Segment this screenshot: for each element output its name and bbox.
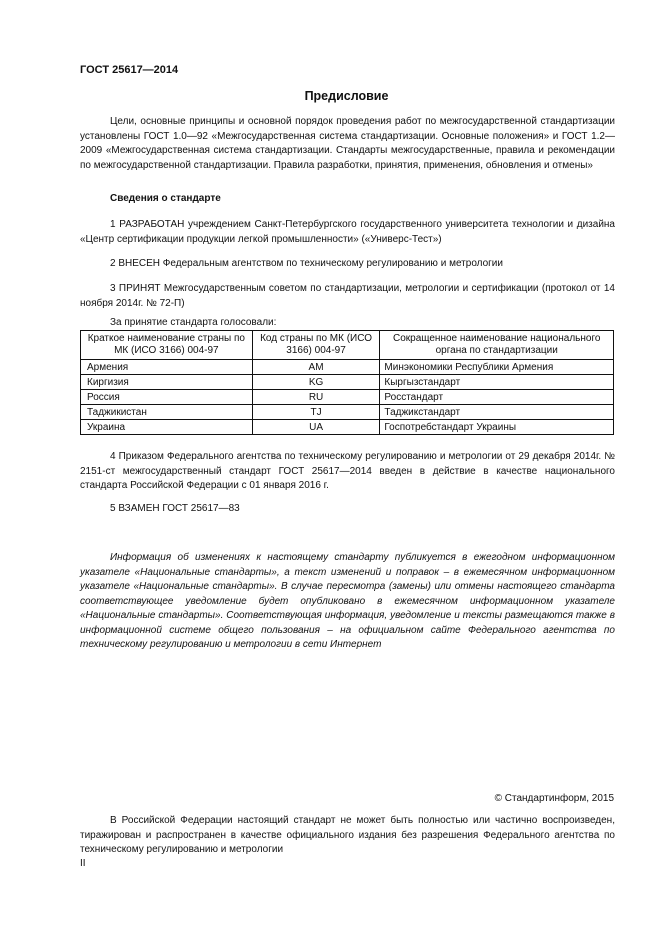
country-code: TJ	[252, 405, 380, 420]
country-name: Таджикистан	[81, 405, 253, 420]
section-heading: Сведения о стандарте	[110, 193, 221, 204]
table-row	[81, 375, 614, 390]
standards-body: Таджикстандарт	[380, 405, 614, 420]
country-name: Украина	[81, 420, 253, 435]
legal-notice: В Российской Федерации настоящий стандарт не может быть полностью или частично воспроизведен, тиражирован и распространен в качестве официального издания без разрешения Федерального агентства по техническому регулированию и метрологии	[80, 815, 615, 855]
country-name: Армения	[81, 360, 253, 375]
vote-table-caption: За принятие стандарта голосовали:	[110, 317, 277, 328]
item-developed: 1 РАЗРАБОТАН учреждением Санкт-Петербургского государственного университета технологии и дизайна «Центр сертификации продукции легкой промышленности» («Универс-Тест»)	[80, 219, 615, 245]
standards-body: Росстандарт	[380, 390, 614, 405]
page-title: Предисловие	[304, 89, 389, 103]
standards-body: Минэкономики Республики Армения	[380, 360, 614, 375]
changes-notice: Информация об изменениях к настоящему стандарту публикуется в ежегодном информационном указателе «Национальные стандарты», а текст изменений и поправок – в ежемесячном информационном указателе «Национальные стандарты». В случае пересмотра (замены) или отмены настоящего стандарта соответствующее уведомление будет опубликовано в ежемесячном информационном указателе «Национальные стандарты». Соответствующая информация, уведомление и тексты размещаются также в информационной системе общего пользования – на официальном сайте Федерального агентства по техническому регулированию и метрологии в сети Интернет	[80, 552, 615, 650]
table-row	[81, 420, 614, 435]
item-introduced: 2 ВНЕСЕН Федеральным агентством по техническому регулированию и метрологии	[110, 258, 503, 269]
vote-table	[80, 330, 614, 435]
standards-body: Кыргызстандарт	[380, 375, 614, 390]
vote-table-header-row	[81, 331, 614, 360]
country-name: Киргизия	[81, 375, 253, 390]
country-code: KG	[252, 375, 380, 390]
standards-body: Госпотребстандарт Украины	[380, 420, 614, 435]
copyright-notice: © Стандартинформ, 2015	[494, 793, 614, 804]
item-replaces: 5 ВЗАМЕН ГОСТ 25617—83	[110, 503, 240, 514]
header-country-code: Код страны по МК (ИСО 3166) 004-97	[252, 331, 380, 360]
header-country-name: Краткое наименование страны по МК (ИСО 3166) 004-97	[81, 331, 253, 360]
header-standards-body: Сокращенное наименование национального органа по стандартизации	[380, 331, 614, 360]
country-name: Россия	[81, 390, 253, 405]
intro-paragraph: Цели, основные принципы и основной порядок проведения работ по межгосударственной стандартизации установлены ГОСТ 1.0—92 «Межгосударственная система стандартизации. Основные положения» и ГОСТ 1.2—2009 «Межгосударственная система стандартизации. Стандарты межгосударственные, правила и рекомендации по межгосударственной стандартизации. Правила разработки, принятия, применения, обновления и отмены»	[80, 116, 615, 171]
table-row	[81, 405, 614, 420]
table-row	[81, 360, 614, 375]
country-code: RU	[252, 390, 380, 405]
item-enacted: 4 Приказом Федерального агентства по техническому регулированию и метрологии от 29 декабря 2014г. № 2151-ст межгосударственный стандарт ГОСТ 25617—2014 введен в действие в качестве национального стандарта Российской Федерации с 01 января 2016 г.	[80, 451, 615, 491]
item-adopted: 3 ПРИНЯТ Межгосударственным советом по стандартизации, метрологии и сертификации (протокол от 14 ноября 2014г. № 72-П)	[80, 283, 615, 309]
page-number: II	[80, 858, 86, 869]
gost-identifier: ГОСТ 25617—2014	[80, 64, 179, 76]
table-row	[81, 390, 614, 405]
country-code: AM	[252, 360, 380, 375]
country-code: UA	[252, 420, 380, 435]
